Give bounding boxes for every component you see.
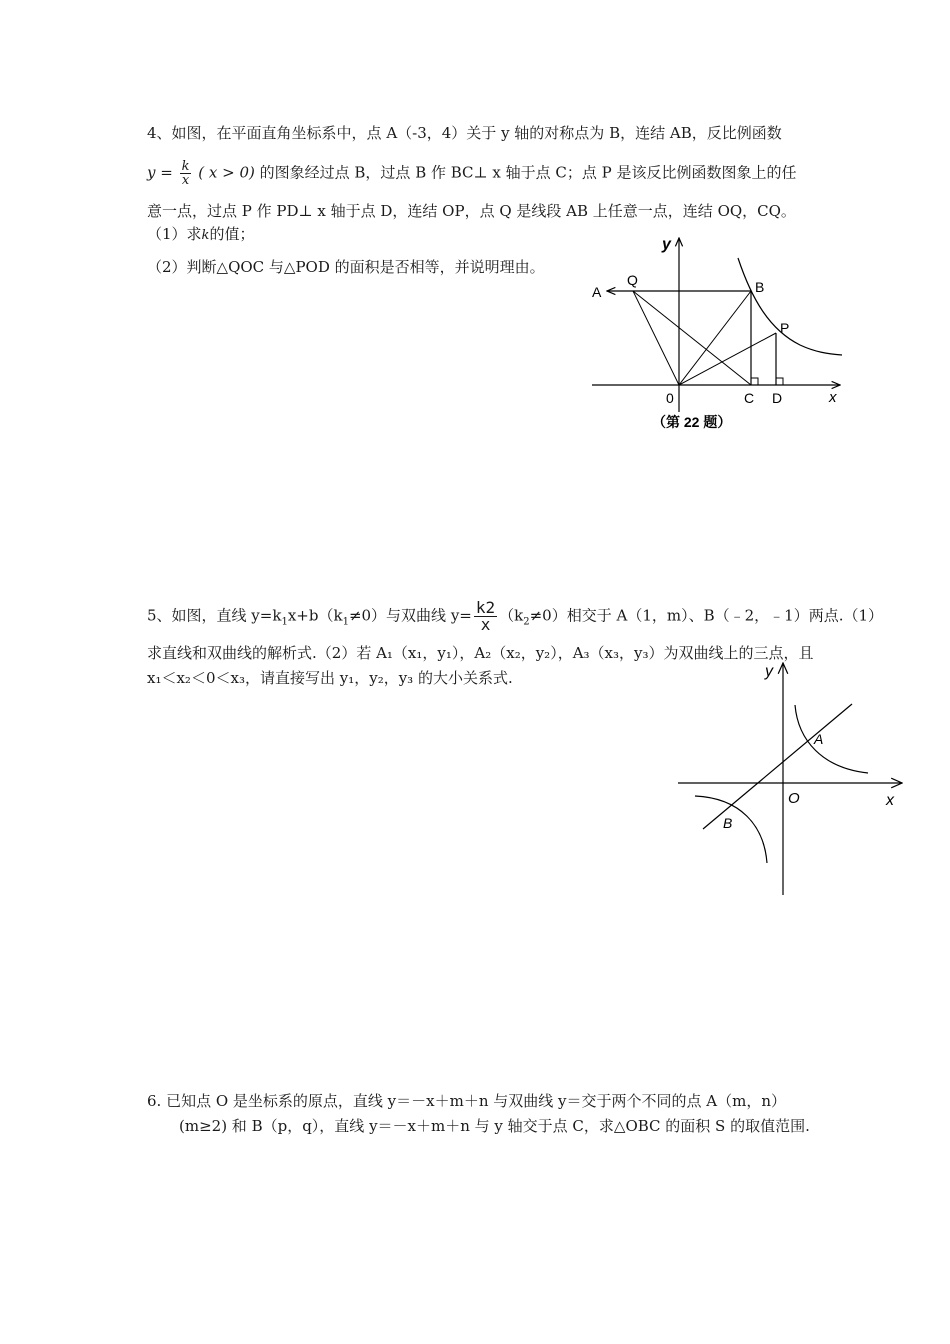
q4-label-c: C [744, 390, 755, 406]
q5-line2: 求直线和双曲线的解析式.（2）若 A₁（x₁，y₁），A₂（x₂，y₂），A₃（x₃，y₃）为双曲线上的三点，且 [147, 644, 814, 662]
q5-line1-sub1: 1 [281, 616, 288, 628]
q4-hyperbola [738, 258, 842, 355]
q5-line1-e: ≠0）相交于 A（1，m）、B（﹣2，﹣1）两点.（1） [529, 606, 884, 625]
q5-figure [670, 655, 910, 900]
q4-part1-a: （1）求 [147, 225, 202, 243]
q4-part1 [147, 224, 254, 246]
q5-line1-c: ≠0）与双曲线 y= [348, 606, 472, 625]
q4-label-b: B [755, 279, 765, 295]
q5-hyperbola-branch-1 [795, 705, 868, 773]
q5-label-a: A [814, 731, 824, 747]
q5-fraction-numerator: k2 [475, 598, 496, 617]
q5-line1-b: x+b（k [287, 606, 343, 625]
q4-line3: 意一点，过点 P 作 PD⊥ x 轴于点 D，连结 OP，点 Q 是线段 AB 上任意一点，连结 OQ，CQ。 [147, 202, 796, 220]
q5-line3: x₁＜x₂＜0＜x₃，请直接写出 y₁，y₂，y₃ 的大小关系式. [147, 669, 513, 687]
q4-line2 [147, 160, 797, 187]
q4-segment-cq [633, 291, 751, 385]
q6-line1: 6. 已知点 O 是坐标系的原点，直线 y＝－x＋m＋n 与双曲线 y＝交于两个不同的点 A（m，n） [147, 1092, 786, 1110]
q4-formula-denominator: x [181, 173, 190, 188]
q4-figure [580, 225, 850, 435]
q4-label-o: 0 [666, 390, 674, 406]
q5-label-x: x [886, 792, 894, 809]
q4-label-a: A [592, 284, 602, 300]
q4-formula-condition: ( x > 0) [198, 163, 255, 182]
q4-part2: （2）判断△QOC 与△POD 的面积是否相等，并说明理由。 [147, 258, 545, 276]
q5-line1-d: （k [499, 606, 524, 625]
q4-label-x: x [829, 389, 837, 406]
q5-fraction-denominator: x [480, 615, 491, 634]
q4-segment-op [679, 333, 776, 385]
q4-right-angle-d [776, 378, 783, 385]
q4-right-angle-c [751, 378, 758, 385]
q4-label-q: Q [627, 272, 638, 288]
q4-part1-k: k [201, 228, 210, 243]
q4-formula-numerator: k [181, 159, 190, 174]
q4-label-p: P [780, 320, 790, 336]
q4-label-d: D [772, 390, 783, 406]
q4-part1-b: 的值； [209, 225, 255, 243]
q5-label-o: O [788, 790, 800, 807]
q5-line1-a: 5、如图，直线 y=k [147, 606, 282, 625]
q4-figure-caption: （第 22 题） [652, 414, 732, 430]
q6-line2: (m≥2) 和 B（p，q），直线 y＝－x＋m＋n 与 y 轴交于点 C，求△OBC 的面积 S 的取值范围. [179, 1117, 810, 1135]
q4-formula-fraction [180, 160, 192, 187]
q5-line1 [147, 600, 883, 633]
q5-line [703, 704, 852, 829]
q5-line1-sub3: 2 [523, 616, 530, 628]
q4-label-y: y [662, 236, 671, 253]
q4-segment-oq [633, 291, 679, 385]
q4-segment-ob [679, 291, 751, 385]
q5-label-b: B [723, 815, 733, 831]
q5-fraction [474, 600, 497, 633]
q5-label-y: y [765, 663, 773, 680]
q4-line1: 4、如图，在平面直角坐标系中，点 A（-3，4）关于 y 轴的对称点为 B，连结 AB，反比例函数 [147, 124, 782, 142]
q5-line1-sub2: 1 [342, 616, 349, 628]
q4-line2-rest: 的图象经过点 B，过点 B 作 BC⊥ x 轴于点 C；点 P 是该反比例函数图象上的任 [259, 163, 797, 182]
q4-formula-y: y = [147, 163, 173, 182]
